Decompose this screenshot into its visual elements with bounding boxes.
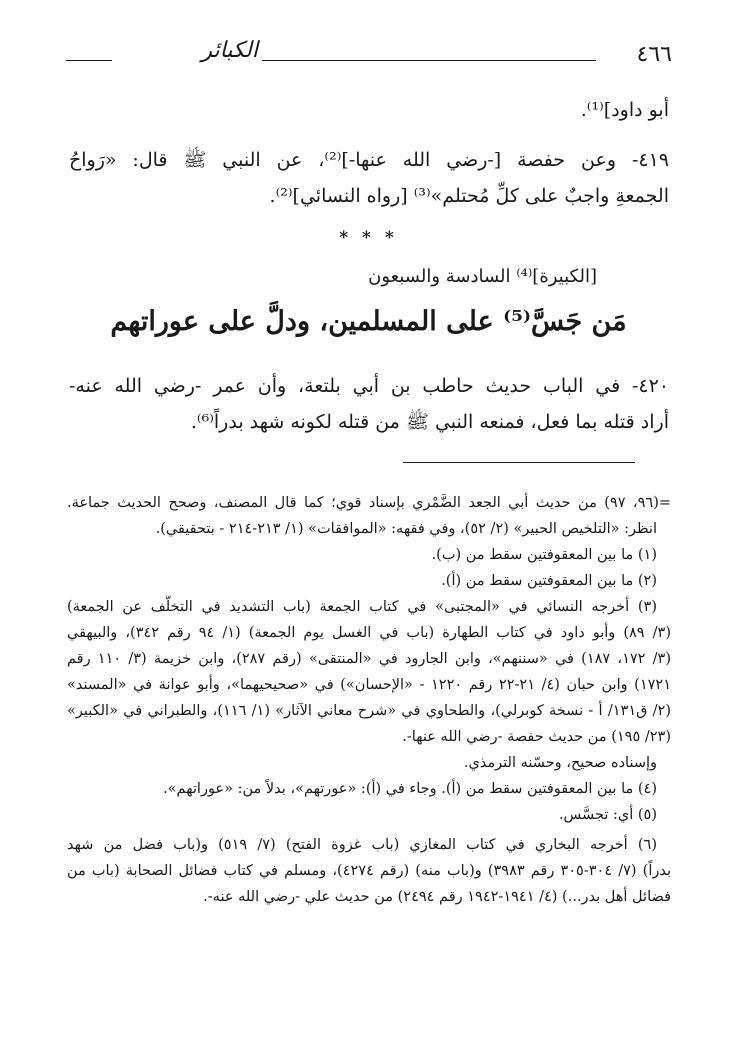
footnote-3-line: (٣) أخرجه النسائي في «المجتبى» في كتاب الجمعة (باب التشديد في التخلّف عن الجمعة): [67, 599, 657, 615]
top-line-text: أبو داود]⁽¹⁾.: [580, 99, 669, 121]
footnote-5: (٥) أي: تجسَّس.: [558, 807, 657, 823]
footnote-6-line: (٦) أخرجه البخاري في كتاب المغازي (باب غزوة الفتح) (٧/ ٥١٩) و(باب فضل من شهد: [67, 837, 657, 853]
hadith-420-line2: أراد قتله بما فعل، فمنعه النبي ﷺ من قتله لكونه شهد بدراً⁽⁶⁾.: [190, 411, 669, 433]
hadith-420: [69, 368, 669, 440]
page-number: ٤٦٦: [636, 42, 672, 67]
footnotes: [67, 490, 671, 910]
header-rule-left: [66, 60, 112, 61]
page-header: [66, 38, 672, 78]
footnote-3-line: (٢/ ق١٣١/ أ - نسخة كوبرلي)، والطحاوي في «شرح معاني الآثار» (١/ ١١٦)، والطبراني في «الكبير»: [67, 703, 672, 719]
chapter-label: [الكبيرة]⁽⁴⁾ السادسة والسبعون: [368, 266, 597, 287]
footnote-6-line: بدراً) (٧/ ٣٠٤-٣٠٥ رقم ٣٩٨٣) و(باب منه) (رقم ٤٢٧٤)، ومسلم في كتاب فضائل الصحابة (باب من: [67, 863, 672, 879]
footnote-6-line: فضائل أهل بدر...) (٤/ ١٩٤١-١٩٤٢ رقم ٢٤٩٤) من حديث علي -رضي الله عنه-.: [203, 889, 671, 905]
footnote-3-line: (٣/ ٨٩) وأبو داود في كتاب الطهارة (باب في الغسل يوم الجمعة) (١/ ٩٤ رقم ٣٤٢)، والبيهقي: [67, 625, 671, 641]
footnote-3-line: ١٧٢١) وابن حبان (٤/ ٢١-٢٢ رقم ١٢٢٠ - «الإحسان») في «صحيحيهما»، وأبو عوانة في «المسند»: [67, 677, 671, 693]
footnote-continuation-2: انظر: «التلخيص الحبير» (٢/ ٥٢)، وفي فقهه: «الموافقات» (١/ ٢١٣-٢١٤ - بتحقيقي).: [155, 521, 657, 537]
hadith-420-line1: ٤٢٠- في الباب حديث حاطب بن أبي بلتعة، وأن عمر -رضي الله عنه-: [69, 375, 669, 397]
chapter-title: مَن جَسَّ⁽⁵⁾ على المسلمين، ودلَّ على عوراتهم: [110, 306, 627, 337]
footnote-3-line: (٣/ ١٧٢، ١٨٧) في «سننهم»، وابن الجارود في «المنتقى» (رقم ٢٨٧)، وابن خزيمة (٣/ ١١٠ رقم: [67, 651, 671, 667]
footnote-3-line: (٢٣/ ١٩٥) من حديث حفصة -رضي الله عنها-.: [402, 729, 671, 745]
hadith-419-line2: الجمعةِ واجبٌ على كلِّ مُحتلم»⁽³⁾ [رواه النسائي]⁽²⁾.: [269, 185, 669, 207]
footnote-4: (٤) ما بين المعقوفتين سقط من (أ). وجاء في (أ): «عورتهم»، بدلاً من: «عوراتهم».: [163, 781, 657, 797]
footnote-continuation: =(٩٦، ٩٧) من حديث أبي الجعد الضَّمْري بإسناد قوي؛ كما قال المصنف، وصحح الحديث جماعة.: [67, 495, 671, 511]
footnote-divider: [403, 462, 635, 463]
footnote-3-note: وإسناده صحيح، وحسّنه الترمذي.: [463, 755, 657, 771]
book-title: الكبائر: [201, 38, 258, 63]
footnote-2: (٢) ما بين المعقوفتين سقط من (أ).: [441, 573, 657, 589]
top-line: [69, 92, 669, 128]
section-separator: * * *: [339, 228, 398, 248]
footnote-1: (١) ما بين المعقوفتين سقط من (ب).: [431, 547, 657, 563]
hadith-419: [69, 142, 669, 214]
header-rule-right: [262, 60, 596, 61]
hadith-419-line1: ٤١٩- وعن حفصة [-رضي الله عنها-]⁽²⁾، عن النبي ﷺ قال: «رَواحُ: [69, 149, 669, 171]
